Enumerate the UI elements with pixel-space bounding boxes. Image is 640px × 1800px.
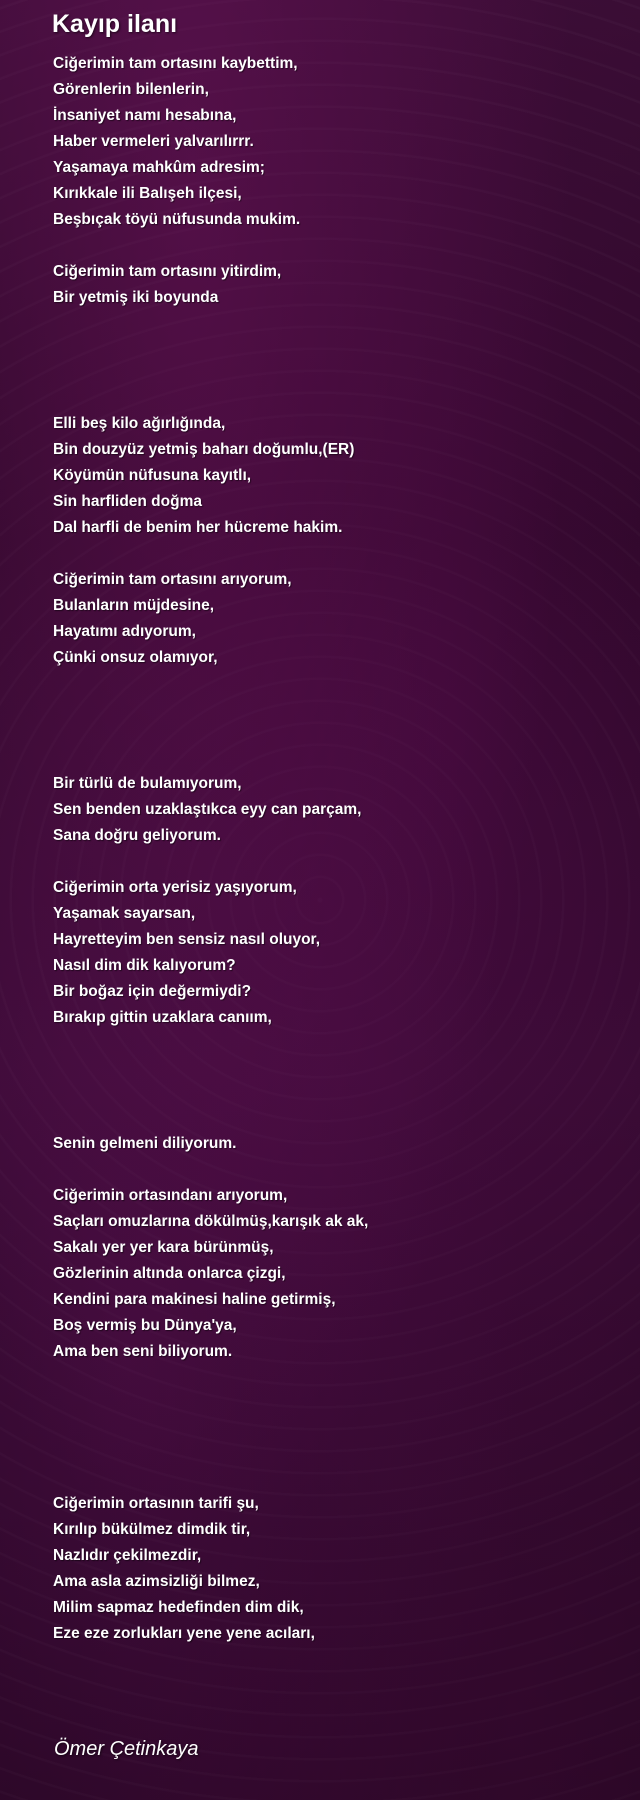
poem-line: Ama ben seni biliyorum. <box>53 1343 233 1360</box>
poem-line: Bırakıp gittin uzaklara canıım, <box>53 1009 272 1026</box>
stanza-3 <box>53 411 613 541</box>
poem-line: Sana doğru geliyorum. <box>53 827 221 844</box>
stanza-1 <box>53 51 613 233</box>
stanza-2 <box>53 259 613 311</box>
poem-line: Çünki onsuz olamıyor, <box>53 649 218 666</box>
poem-line: Ciğerimin tam ortasını yitirdim, <box>53 263 282 280</box>
poem-line: Boş vermiş bu Dünya'ya, <box>53 1317 237 1334</box>
stanza-8 <box>53 1183 613 1365</box>
poem-line: Sin harfliden doğma <box>53 493 202 510</box>
poem-line: Bulanların müjdesine, <box>53 597 215 614</box>
poem-line: Saçları omuzlarına dökülmüş,karışık ak ak, <box>53 1213 369 1230</box>
poem-line: Ciğerimin tam ortasını arıyorum, <box>53 571 292 588</box>
poem-line: Nasıl dim dik kalıyorum? <box>53 957 236 974</box>
poem-line: Köyümün nüfusuna kayıtlı, <box>53 467 252 484</box>
poem-line: Dal harfli de benim her hücreme hakim. <box>53 519 343 536</box>
poem-line: Bin douzyüz yetmiş baharı doğumlu,(ER) <box>53 441 355 458</box>
poem-line: Milim sapmaz hedefinden dim dik, <box>53 1599 304 1616</box>
poem-line: Kırıkkale ili Balışeh ilçesi, <box>53 185 242 202</box>
poem-line: Eze eze zorlukları yene yene acıları, <box>53 1625 315 1642</box>
poem-line: Beşbıçak töyü nüfusunda mukim. <box>53 211 301 228</box>
poem-line: Nazlıdır çekilmezdir, <box>53 1547 202 1564</box>
poem-line: Kendini para makinesi haline getirmiş, <box>53 1291 336 1308</box>
poem-line: Gözlerinin altında onlarca çizgi, <box>53 1265 286 1282</box>
poem-line: Sen benden uzaklaştıkca eyy can parçam, <box>53 801 362 818</box>
poem-line: İnsaniyet namı hesabına, <box>53 107 237 124</box>
poem-line: Sakalı yer yer kara bürünmüş, <box>53 1239 274 1256</box>
poem-line: Bir yetmiş iki boyunda <box>53 289 219 306</box>
poem-line: Ciğerimin ortasının tarifi şu, <box>53 1495 259 1512</box>
poem-line: Hayatımı adıyorum, <box>53 623 196 640</box>
poem-line: Haber vermeleri yalvarılırrr. <box>53 133 254 150</box>
poem-author: Ömer Çetinkaya <box>54 1738 199 1760</box>
stanza-9 <box>53 1491 613 1647</box>
stanza-7 <box>53 1131 613 1157</box>
poem-line: Senin gelmeni diliyorum. <box>53 1135 237 1152</box>
poem-line: Hayretteyim ben sensiz nasıl oluyor, <box>53 931 321 948</box>
poem-title: Kayıp ilanı <box>52 10 178 38</box>
poem-line: Bir boğaz için değermiydi? <box>53 983 252 1000</box>
poem-line: Ama asla azimsizliği bilmez, <box>53 1573 260 1590</box>
poem-line: Elli beş kilo ağırlığında, <box>53 415 226 432</box>
poem-line: Kırılıp bükülmez dimdik tir, <box>53 1521 251 1538</box>
poem-line: Ciğerimin orta yerisiz yaşıyorum, <box>53 879 297 896</box>
stanza-6 <box>53 875 613 1031</box>
stanza-5 <box>53 771 613 849</box>
poem-line: Bir türlü de bulamıyorum, <box>53 775 242 792</box>
poem-line: Yaşamaya mahkûm adresim; <box>53 159 265 176</box>
poem-line: Görenlerin bilenlerin, <box>53 81 209 98</box>
stanza-4 <box>53 567 613 671</box>
poem-line: Ciğerimin tam ortasını kaybettim, <box>53 55 298 72</box>
poem-line: Ciğerimin ortasındanı arıyorum, <box>53 1187 288 1204</box>
poem-line: Yaşamak sayarsan, <box>53 905 196 922</box>
